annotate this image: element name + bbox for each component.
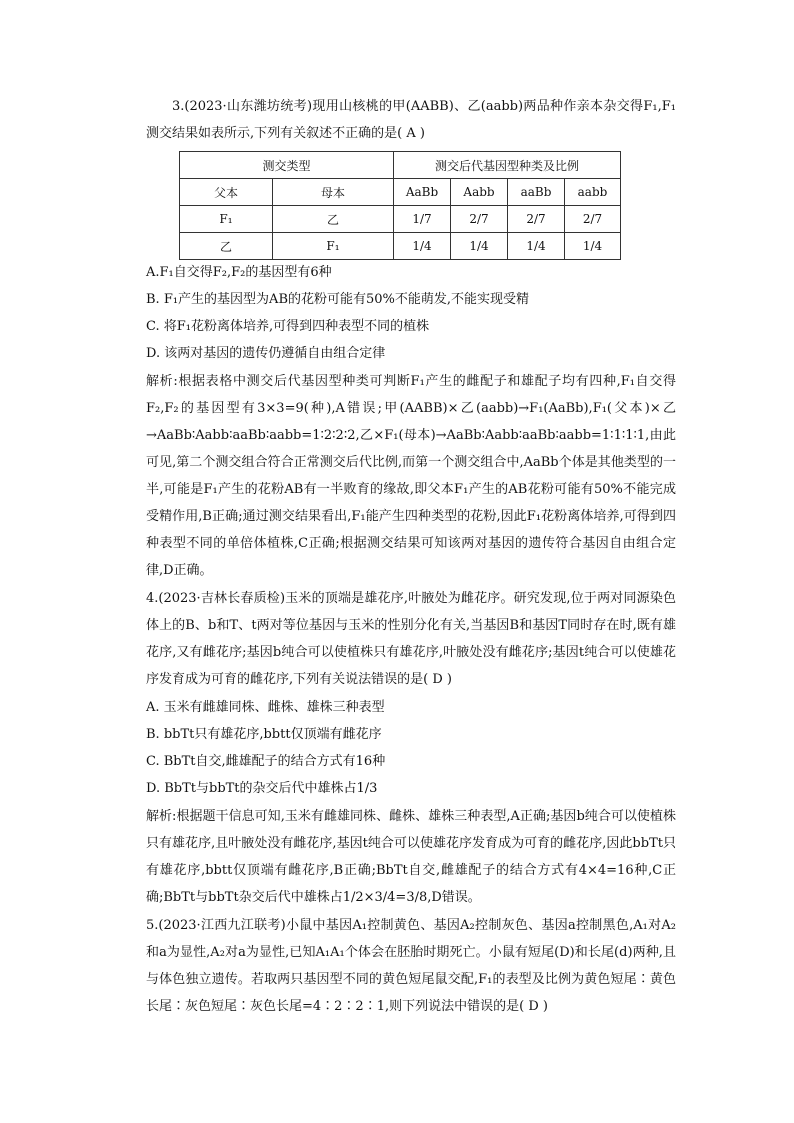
table-row xyxy=(180,206,621,233)
q3-option-c: C. 将F₁花粉离体培养,可得到四种表型不同的植株 xyxy=(146,319,430,334)
table-cell: 1/4 xyxy=(451,233,508,260)
table-cell: 乙 xyxy=(180,233,273,260)
table-cell: 1/4 xyxy=(394,233,451,260)
table-header-genotype: AaBb xyxy=(394,179,451,206)
table-cell: 2/7 xyxy=(508,206,565,233)
genotype-table xyxy=(179,151,621,260)
table-cell: F₁ xyxy=(273,233,394,260)
q4-option-a: A. 玉米有雌雄同株、雌株、雄株三种表型 xyxy=(146,700,385,715)
table-cell: 1/4 xyxy=(508,233,565,260)
q4-analysis: 解析:根据题干信息可知,玉米有雌雄同株、雌株、雄株三种表型,A正确;基因b纯合可以使植株只有雄花序,且叶腋处没有雌花序,基因t纯合可以使雄花序发育成为可育的雌花序,因此bbTt只有雄花序,bbtt仅顶端有雌花序,B正确;BbTt自交,雌雄配子的结合方式有4×4=16种,C正确;BbTt与bbTt杂交后代中雄株占1/2×3/4=3/8,D错误。 xyxy=(146,809,676,905)
table-header-genotype: Aabb xyxy=(451,179,508,206)
table-cell: 2/7 xyxy=(565,206,621,233)
table-row xyxy=(180,233,621,260)
q5-stem: 5.(2023·江西九江联考)小鼠中基因A₁控制黄色、基因A₂控制灰色、基因a控制黑色,A₁对A₂和a为显性,A₂对a为显性,已知A₁A₁个体会在胚胎时期死亡。小鼠有短尾(D)和长尾(d)两种,且与体色独立遗传。若取两只基因型不同的黄色短尾鼠交配,F₁的表型及比例为黄色短尾∶黄色长尾∶灰色短尾∶灰色长尾=4∶2∶2∶1,则下列说法中错误的是( D ) xyxy=(146,918,676,1014)
q3-analysis: 解析:根据表格中测交后代基因型种类可判断F₁产生的雌配子和雄配子均有四种,F₁自交得F₂,F₂的基因型有3×3=9(种),A错误;甲(AABB)×乙(aabb)→F₁(AaBb),F₁(父本)×乙→AaBb∶Aabb∶aaBb∶aabb=1∶2∶2∶2,乙×F₁(母本)→AaBb∶Aabb∶aaBb∶aabb=1∶1∶1∶1,由此可见,第二个测交组合符合正常测交后代比例,而第一个测交组合中,AaBb个体是其他类型的一半,可能是F₁产生的花粉AB有一半败育的缘故,即父本F₁产生的AB花粉可能有50%不能完成受精作用,B正确;通过测交结果看出,F₁能产生四种类型的花粉,因此F₁花粉离体培养,可得到四种表型不同的单倍体植株,C正确;根据测交结果可知该两对基因的遗传符合基因自由组合定律,D正确。 xyxy=(146,374,676,578)
table-header-genotype: aabb xyxy=(565,179,621,206)
table-cell: 1/4 xyxy=(565,233,621,260)
q3-stem: 3.(2023·山东潍坊统考)现用山核桃的甲(AABB)、乙(aabb)两品种作亲本杂交得F₁,F₁测交结果如表所示,下列有关叙述不正确的是( A ) xyxy=(146,99,676,141)
table-cell: F₁ xyxy=(180,206,273,233)
table-cell: 乙 xyxy=(273,206,394,233)
table-header-genotype: aaBb xyxy=(508,179,565,206)
table-header-father: 父本 xyxy=(180,179,273,206)
table-header-result: 测交后代基因型种类及比例 xyxy=(394,152,621,179)
q3-option-a: A.F₁自交得F₂,F₂的基因型有6种 xyxy=(146,265,332,280)
q4-option-b: B. bbTt只有雄花序,bbtt仅顶端有雌花序 xyxy=(146,727,382,742)
table-cell: 1/7 xyxy=(394,206,451,233)
table-header-mother: 母本 xyxy=(273,179,394,206)
q4-stem: 4.(2023·吉林长春质检)玉米的顶端是雄花序,叶腋处为雌花序。研究发现,位于两对同源染色体上的B、b和T、t两对等位基因与玉米的性别分化有关,当基因B和基因T同时存在时,既有雄花序,又有雌花序;基因b纯合可以使植株只有雄花序,叶腋处没有雌花序;基因t纯合可以使雄花序发育成为可育的雌花序,下列有关说法错误的是( D ) xyxy=(146,591,676,687)
q3-option-d: D. 该两对基因的遗传仍遵循自由组合定律 xyxy=(146,346,386,361)
q4-option-c: C. BbTt自交,雌雄配子的结合方式有16种 xyxy=(146,754,386,769)
q3-option-b: B. F₁产生的基因型为AB的花粉可能有50%不能萌发,不能实现受精 xyxy=(146,292,530,307)
table-cell: 2/7 xyxy=(451,206,508,233)
q4-option-d: D. BbTt与bbTt的杂交后代中雄株占1/3 xyxy=(146,781,378,796)
table-header-cross-type: 测交类型 xyxy=(180,152,394,179)
